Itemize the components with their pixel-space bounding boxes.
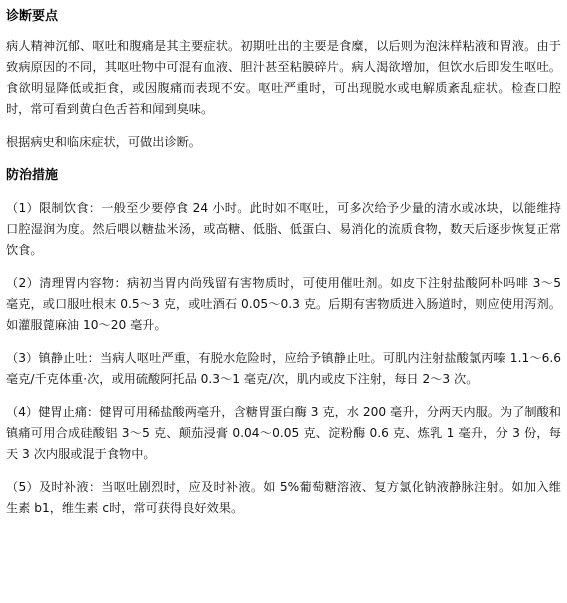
section-heading-diagnosis: 诊断要点 [6,9,59,24]
treatment-item-3: （3）镇静止吐：当病人呕吐严重，有脱水危险时，应给予镇静止吐。可肌内注射盐酸氯丙嗪 1.1～6.6 毫克/千克体重·次，或用硫酸阿托品 0.3～1 毫克/次，肌内或皮下注射，每日 2～3 次。 [6,351,561,386]
treatment-item-2: （2）清理胃内容物：病初当胃内尚残留有害物质时，可使用催吐剂。如皮下注射盐酸阿朴吗啡 3～5 毫克，或口服吐根末 0.5～3 克，或吐酒石 0.05～0.3 克。后期有害物质进入肠道时，则应使用泻剂。如灌服蓖麻油 10～20 毫升。 [6,276,561,332]
diagnosis-paragraph-conclusion: 根据病史和临床症状，可做出诊断。 [6,135,201,149]
treatment-item-4: （4）健胃止痛：健胃可用稀盐酸两毫升，含糖胃蛋白酶 3 克，水 200 毫升，分两天内服。为了制酸和镇痛可用合成硅酸铝 3～5 克、颠茄浸膏 0.04～0.05 克、淀粉酶 0.6 克、炼乳 1 毫升，分 3 份，每天 3 次内服或混于食物中。 [6,405,561,461]
treatment-item-5: （5）及时补液：当呕吐剧烈时，应及时补液。如 5%葡萄糖溶液、复方氯化钠液静脉注射。如加入维生素 b1，维生素 c时，常可获得良好效果。 [6,480,561,515]
diagnosis-paragraph-symptoms: 病人精神沉郁、呕吐和腹痛是其主要症状。初期吐出的主要是食糜，以后则为泡沫样粘液和胃液。由于致病原因的不同，其呕吐物中可混有血液、胆汁甚至粘膜碎片。病人渴欲增加，但饮水后即发生呕吐。食欲明显降低或拒食，或因腹痛而表现不安。呕吐严重时，可出现脱水或电解质紊乱症状。检查口腔时，常可看到黄白色舌苔和闻到臭味。 [6,39,561,116]
section-heading-treatment: 防治措施 [6,168,59,183]
treatment-item-1: （1）限制饮食：一般至少要停食 24 小时。此时如不呕吐，可多次给予少量的清水或冰块，以能维持口腔湿润为度。然后喂以糖盐米汤，或高糖、低脂、低蛋白、易消化的流质食物，数天后逐步恢复正常饮食。 [6,201,561,257]
